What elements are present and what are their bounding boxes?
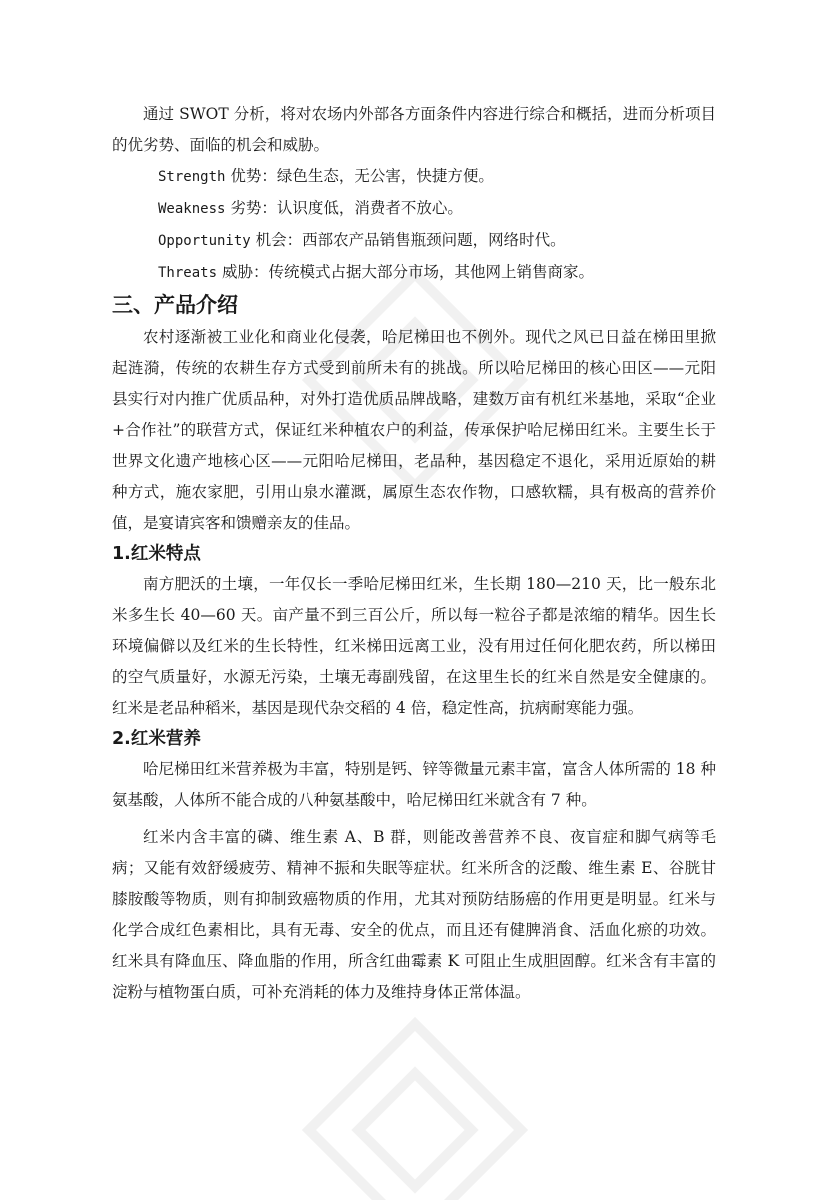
document-body xyxy=(112,99,716,1008)
swot-opportunity-key: Opportunity xyxy=(158,233,251,249)
swot-intro-paragraph: 通过 SWOT 分析，将对农场内外部各方面条件内容进行综合和概括，进而分析项目的优劣势、面临的机会和威胁。 xyxy=(112,105,716,154)
swot-weakness-text: 劣势：认识度低，消费者不放心。 xyxy=(230,199,463,217)
section-heading-product-intro: 三、产品介绍 xyxy=(112,293,238,317)
swot-threats-key: Threats xyxy=(158,265,218,281)
watermark-diamond-bottom xyxy=(285,1000,545,1200)
swot-weakness-key: Weakness xyxy=(158,201,226,217)
red-rice-features-paragraph: 南方肥沃的土壤，一年仅长一季哈尼梯田红米，生长期 180—210 天，比一般东北米多生长 40—60 天。亩产量不到三百公斤，所以每一粒谷子都是浓缩的精华。因生长环境偏僻以及红米的生长特性，红米梯田远离工业，没有用过任何化肥农药，所以梯田的空气质量好，水源无污染，土壤无毒副残留，在这里生长的红米自然是安全健康的。红米是老品种稻米，基因是现代杂交稻的 4 倍，稳定性高，抗病耐寒能力强。 xyxy=(112,575,716,717)
swot-opportunity-line xyxy=(158,225,716,257)
subheading-red-rice-features: 1.红米特点 xyxy=(112,544,201,564)
swot-weakness-line xyxy=(158,193,716,225)
swot-strength-key: Strength xyxy=(158,169,226,185)
product-intro-paragraph: 农村逐渐被工业化和商业化侵袭，哈尼梯田也不例外。现代之风已日益在梯田里掀起涟漪，传统的农耕生存方式受到前所未有的挑战。所以哈尼梯田的核心田区——元阳县实行对内推广优质品种，对外打造优质品牌战略，建数万亩有机红米基地，采取“企业+合作社”的联营方式，保证红米种植农户的利益，传承保护哈尼梯田红米。主要生长于世界文化遗产地核心区——元阳哈尼梯田，老品种，基因稳定不退化，采用近原始的耕种方式，施农家肥，引用山泉水灌溉，属原生态农作物，口感软糯，具有极高的营养价值，是宴请宾客和馈赠亲友的佳品。 xyxy=(112,328,716,532)
swot-opportunity-text: 机会：西部农产品销售瓶颈问题，网络时代。 xyxy=(255,231,566,249)
swot-strength-text: 优势：绿色生态，无公害，快捷方便。 xyxy=(230,167,494,185)
swot-threats-text: 威胁：传统模式占据大部分市场，其他网上销售商家。 xyxy=(221,263,594,281)
red-rice-nutrition-paragraph-2: 红米内含丰富的磷、维生素 A、B 群，则能改善营养不良、夜盲症和脚气病等毛病；又能有效舒缓疲劳、精神不振和失眠等症状。红米所含的泛酸、维生素 E、谷胱甘膝胺酸等物质，则有抑制致癌物质的作用，尤其对预防结肠癌的作用更是明显。红米与化学合成红色素相比，具有无毒、安全的优点，而且还有健脾消食、活血化瘀的功效。红米具有降血压、降血脂的作用，所含红曲霉素 K 可阻止生成胆固醇。红米含有丰富的淀粉与植物蛋白质，可补充消耗的体力及维持身体正常体温。 xyxy=(112,828,716,1001)
subheading-red-rice-nutrition: 2.红米营养 xyxy=(112,729,201,749)
red-rice-nutrition-paragraph-1: 哈尼梯田红米营养极为丰富，特别是钙、锌等微量元素丰富，富含人体所需的 18 种氨基酸，人体所不能合成的八种氨基酸中，哈尼梯田红米就含有 7 种。 xyxy=(112,760,716,809)
swot-strength-line xyxy=(158,161,716,193)
swot-threats-line xyxy=(158,257,716,289)
